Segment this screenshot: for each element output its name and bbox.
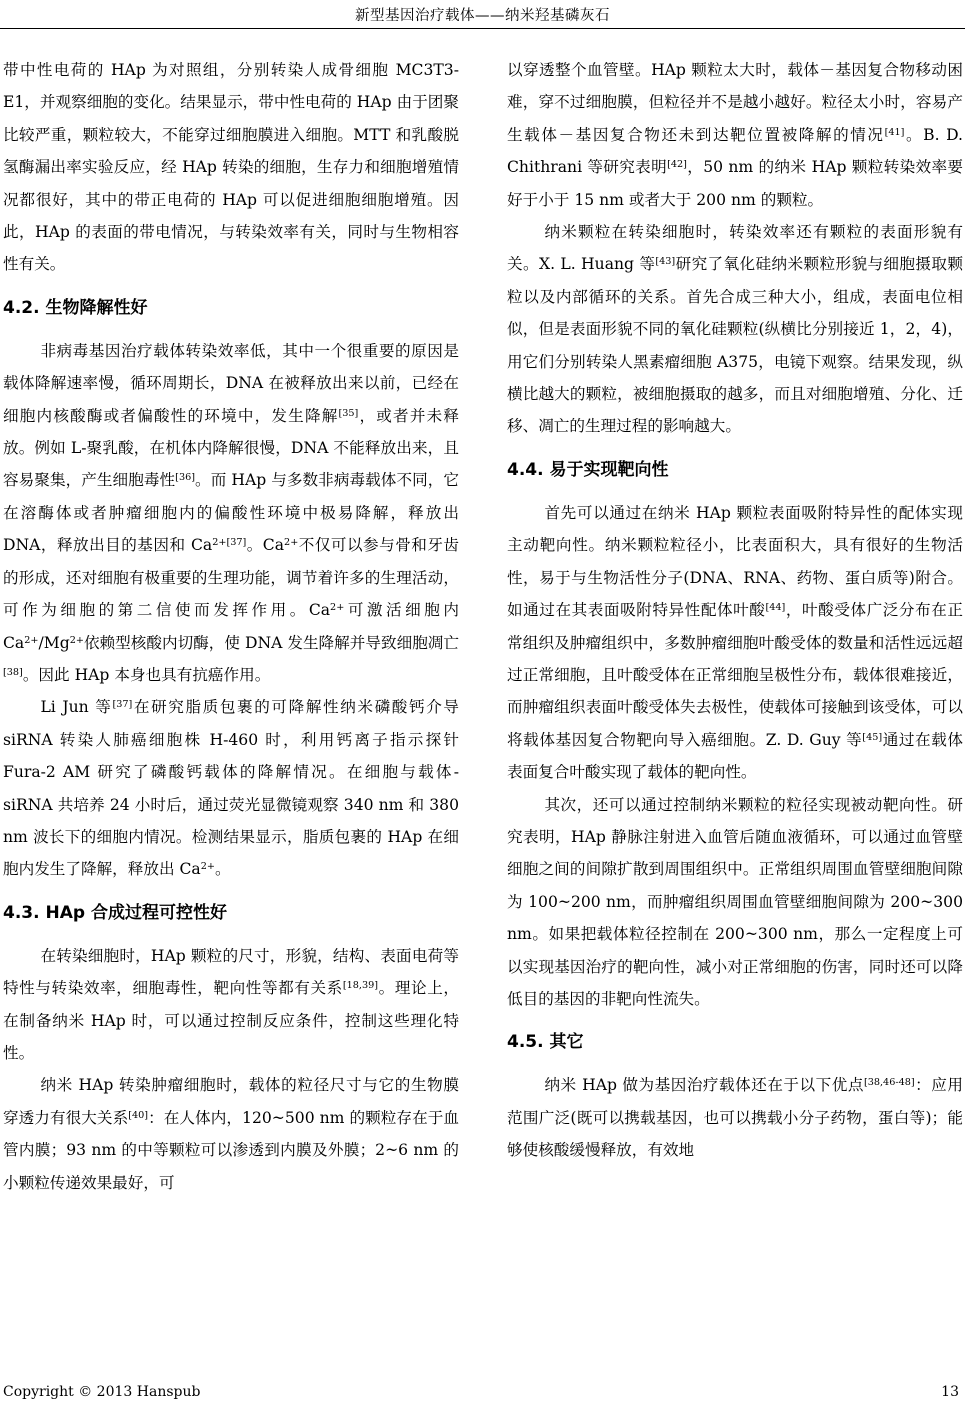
paragraph-text: 纳米颗粒在转染细胞时，转染效率还有颗粒的表面形貌有关。X. L. Huang 等	[507, 223, 963, 274]
paragraph-text: 在转染细胞时，HAp 颗粒的尺寸，形貌，结构、表面电荷等特性与转染效率，细胞毒性，靶向性等都有关系	[3, 946, 459, 998]
right-column	[507, 54, 963, 1167]
citation: [40]	[128, 1109, 149, 1121]
paragraph-text: 以穿透整个血管壁。HAp 颗粒太大时，载体－基因复合物移动困难，穿不过细胞膜，但粒径并不是越小越好。粒径太小时，容易产生载体－基因复合物还未到达靶位置被降解的情况	[507, 61, 963, 144]
citation: [36]	[175, 472, 195, 484]
paragraph	[3, 335, 459, 691]
charge-superscript: 2+	[330, 602, 345, 614]
citation: [43]	[655, 256, 676, 268]
page-footer	[3, 1384, 959, 1400]
paragraph-text: /Mg	[38, 633, 70, 652]
paragraph	[507, 216, 963, 443]
paragraph-text: 。理论上，在制备纳米 HAp 时，可以通过控制反应条件，控制这些理化特性。	[3, 979, 459, 1062]
charge-superscript: 2+	[200, 861, 215, 873]
charge-superscript: 2+	[284, 537, 299, 549]
paragraph-text: 研究了氧化硅纳米颗粒形貌与细胞摄取颗粒以及内部循环的关系。首先合成三种大小，组成，表面电位相似，但是表面形貌不同的氧化硅颗粒(纵横比分别接近 1，2，4)，用它们分别转染人黑素瘤细胞 A375，电镜下观察。结果发现，纵横比越大的颗粒，被细胞摄取的越多，而且对细胞增殖、分化、迁移、凋亡的生理过程的影响越大。	[507, 255, 963, 436]
citation: [41]	[884, 126, 905, 138]
left-column	[3, 54, 459, 1199]
paragraph-text: 不仅可以参与骨和牙齿的形成，还对细胞有极重要的生理功能，调节着许多的生理活动，可作为细胞的第二信使而发挥作用。Ca	[3, 536, 459, 620]
citation: [45]	[862, 731, 883, 743]
paragraph-text: 依赖型核酸内切酶，使 DNA 发生降解并导致细胞凋亡	[83, 633, 459, 652]
paragraph-text: ：应用范围广泛(既可以携载基因，也可以携载小分子药物，蛋白等)；能够使核酸缓慢释放，有效地	[507, 1076, 963, 1160]
paragraph	[507, 497, 963, 789]
charge-superscript: 2+	[212, 537, 227, 549]
paragraph-text: 纳米 HAp 转染肿瘤细胞时，载体的粒径尺寸与它的生物膜穿透力有很大关系	[3, 1076, 459, 1127]
paragraph-text: ，50 nm 的纳米 HAp 颗粒转染效率要好于小于 15 nm 或者大于 200 nm 的颗粒。	[507, 158, 964, 209]
paragraph-text: 首先可以通过在纳米 HAp 颗粒表面吸附特异性的配体实现主动靶向性。纳米颗粒粒径小，比表面积大，具有很好的生物活性，易于与生物活性分子(DNA、RNA、药物、蛋白质等)附合。如通过在其表面吸附特异性配体叶酸	[507, 503, 963, 620]
paragraph-text: 。而 HAp 与多数非病毒载体不同，它在溶酶体或者肿瘤细胞内的偏酸性环境中极易降解，释放出 DNA，释放出目的基因和 Ca	[3, 471, 459, 555]
header-rule	[0, 28, 965, 29]
section-heading-4-2: 4.2. 生物降解性好	[3, 297, 148, 318]
paragraph-text: 其次，还可以通过控制纳米颗粒的粒径实现被动靶向性。研究表明，HAp 静脉注射进入血管后随血液循环，可以通过血管壁细胞之间的间隙扩散到周围组织中。正常组织周围血管壁细胞间隙为 100~200 nm，而肿瘤组织周围血管壁细胞间隙为 200~300 nm。如果把载体粒径控制在 200~300 nm，那么一定程度上可以实现基因治疗的靶向性，减小对正常细胞的伤害，同时还可以降低目的基因的非靶向性流失。	[507, 795, 963, 1008]
paragraph-text: 。	[214, 860, 231, 879]
citation: [37]	[112, 699, 133, 711]
paragraph-text: 。B. D. Chithrani 等研究表明	[507, 125, 963, 177]
paragraph	[3, 54, 459, 281]
paragraph-text: ，或者并未释放。例如 L-聚乳酸，在机体内降解很慢，DNA 不能释放出来，且容易聚集，产生细胞毒性	[3, 406, 459, 490]
citation: [37]	[226, 537, 247, 549]
paragraph	[3, 1069, 459, 1199]
citation: [38]	[3, 667, 23, 679]
page-number: 13	[941, 1384, 959, 1400]
citation: [18,39]	[342, 980, 379, 992]
citation: [42]	[667, 159, 687, 171]
paragraph-text: Li Jun 等	[40, 698, 113, 717]
paragraph	[3, 691, 459, 885]
paragraph	[507, 789, 963, 1016]
paragraph-text: 可激活细胞内 Ca	[3, 601, 459, 652]
section-heading-4-3: 4.3. HAp 合成过程可控性好	[3, 902, 227, 923]
citation: [44]	[765, 602, 786, 614]
paragraph-text: 非病毒基因治疗载体转染效率低，其中一个很重要的原因是载体降解速率慢，循环周期长，DNA 在被释放出来以前，已经在细胞内核酸酶或者偏酸性的环境中，发生降解	[3, 341, 459, 425]
paragraph-text: ：在人体内，120~500 nm 的颗粒存在于血管内膜；93 nm 的中等颗粒可以渗透到内膜及外膜；2~6 nm 的小颗粒传递效果最好，可	[3, 1108, 459, 1192]
charge-superscript: 2+	[69, 634, 84, 646]
charge-superscript: 2+	[24, 634, 39, 646]
paragraph-text: 。Ca	[246, 536, 285, 555]
paragraph	[3, 940, 459, 1070]
paragraph-text: 带中性电荷的 HAp 为对照组，分别转染人成骨细胞 MC3T3-E1，并观察细胞的变化。结果显示，带中性电荷的 HAp 由于团聚比较严重，颗粒较大，不能穿过细胞膜进入细胞。MTT 和乳酸脱氢酶漏出率实验反应，经 HAp 转染的细胞，生存力和细胞增殖情况都很好，其中的带正电荷的 HAp 可以促进细胞细胞增殖。因此，HAp 的表面的带电情况，与转染效率有关，同时与生物相容性有关。	[3, 61, 459, 274]
paragraph	[507, 54, 963, 216]
citation: [35]	[338, 407, 359, 419]
paragraph-text: ，叶酸受体广泛分布在正常组织及肿瘤组织中，多数肿瘤细胞叶酸受体的数量和活性远远超过正常细胞，且叶酸受体在正常细胞呈极性分布，载体很难接近，而肿瘤组织表面叶酸受体失去极性，使载体可接触到该受体，可以将载体基因复合物靶向导入癌细胞。Z. D. Guy 等	[507, 601, 963, 749]
section-heading-4-5: 4.5. 其它	[507, 1032, 584, 1053]
paragraph-text: 在研究脂质包裹的可降解性纳米磷酸钙介导 siRNA 转染人肺癌细胞株 H-460 时，利用钙离子指示探针 Fura-2 AM 研究了磷酸钙载体的降解情况。在细胞与载体-siRNA 共培养 24 小时后，通过荧光显微镜观察 340 nm 和 380 nm 波长下的细胞内情况。检测结果显示，脂质包裹的 HAp 在细胞内发生了降解，释放出 Ca	[3, 698, 459, 879]
paragraph-text: 纳米 HAp 做为基因治疗载体还在于以下优点	[544, 1076, 864, 1095]
section-heading-4-4: 4.4. 易于实现靶向性	[507, 459, 669, 480]
paragraph-text: 。因此 HAp 本身也具有抗癌作用。	[22, 665, 271, 684]
copyright-notice: Copyright © 2013 Hanspub	[3, 1384, 201, 1400]
running-header: 新型基因治疗载体——纳米羟基磷灰石	[355, 8, 610, 24]
paragraph-text: 通过在载体表面复合叶酸实现了载体的靶向性。	[507, 730, 963, 782]
citation: [38,46-48]	[863, 1077, 915, 1089]
paragraph	[507, 1069, 963, 1166]
